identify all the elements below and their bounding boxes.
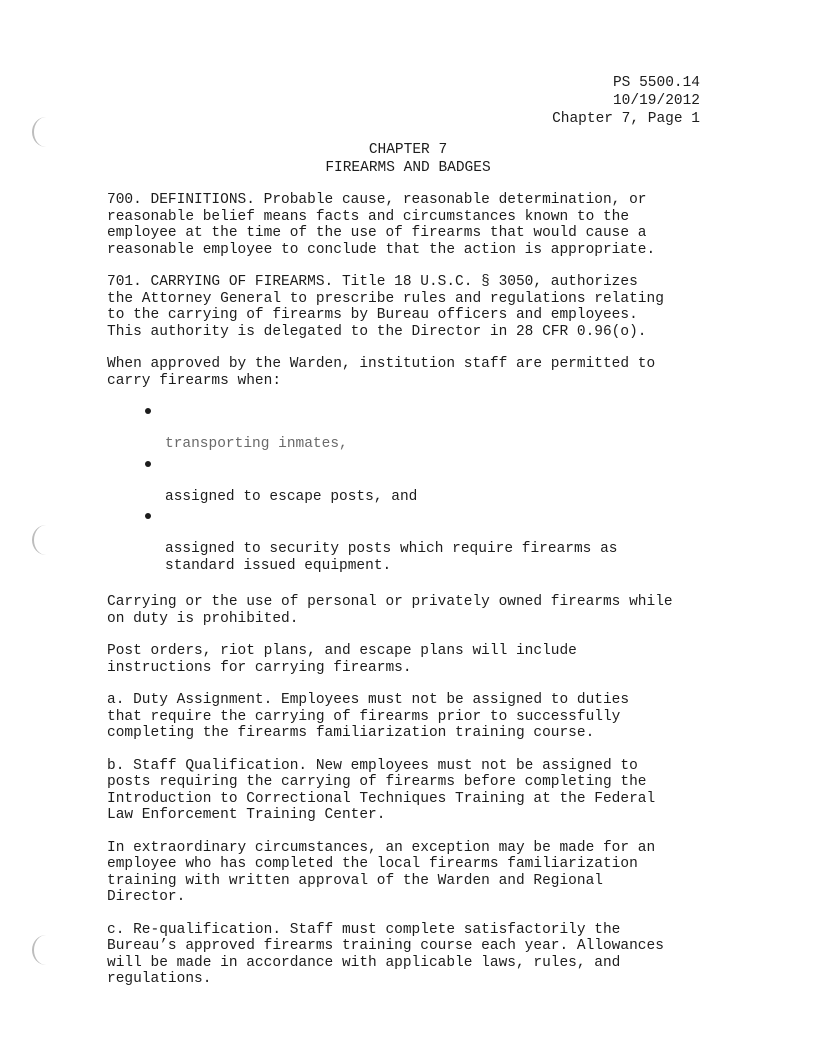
post-orders-paragraph: Post orders, riot plans, and escape plans will include instructions for carrying firearms. xyxy=(107,643,577,676)
chapter-heading xyxy=(0,141,816,177)
policy-number: PS 5500.14 xyxy=(612,75,700,91)
list-item xyxy=(165,456,707,506)
bullet-icon xyxy=(145,408,151,414)
chapter-number: CHAPTER 7 xyxy=(368,142,448,158)
page-reference: Chapter 7, Page 1 xyxy=(552,111,700,127)
subsection-b-staff-qualification: b. Staff Qualification. New employees must not be assigned to posts requiring the carrying of firearms before completing the Introduction to Correctional Techniques Training at the Federal Law Enforcement Training Center. xyxy=(107,757,656,823)
extraordinary-circumstances-paragraph: In extraordinary circumstances, an exception may be made for an employee who has completed the local firearms familiarization training with written approval of the Warden and Regional Director. xyxy=(107,839,656,905)
section-700-definitions: 700. DEFINITIONS. Probable cause, reasonable determination, or reasonable belief means facts and circumstances known to the employee at the time of the use of firearms that would cause a reasonable employee to conclude that the action is appropriate. xyxy=(107,192,656,258)
policy-date: 10/19/2012 xyxy=(612,93,700,109)
page-header xyxy=(552,74,700,128)
punch-hole-mark xyxy=(32,935,60,965)
list-item-text: transporting inmates, xyxy=(165,436,348,452)
permitted-conditions-list xyxy=(107,403,707,574)
section-701-carrying-firearms: 701. CARRYING OF FIREARMS. Title 18 U.S.C. § 3050, authorizes the Attorney General to prescribe rules and regulations relating to the carrying of firearms by Bureau officers and employees. This authority is delegated to the Director in 28 CFR 0.96(o). xyxy=(107,274,664,340)
punch-hole-mark xyxy=(32,525,60,555)
document-body xyxy=(107,192,707,1004)
subsection-c-requalification: c. Re-qualification. Staff must complete satisfactorily the Bureau’s approved firearms training course each year. Allowances will be made in accordance with applicable laws, rules, and regulations. xyxy=(107,921,664,987)
list-item-text: assigned to security posts which require firearms as standard issued equipment. xyxy=(165,541,618,574)
subsection-a-duty-assignment: a. Duty Assignment. Employees must not be assigned to duties that require the carrying of firearms prior to successfully completing the firearms familiarization training course. xyxy=(107,692,630,741)
bullet-icon xyxy=(145,461,151,467)
list-item-text: assigned to escape posts, and xyxy=(165,488,418,505)
personal-firearms-paragraph: Carrying or the use of personal or privately owned firearms while on duty is prohibited. xyxy=(107,594,673,627)
approval-paragraph: When approved by the Warden, institution staff are permitted to carry firearms when: xyxy=(107,356,656,389)
list-item xyxy=(165,403,707,453)
chapter-title: FIREARMS AND BADGES xyxy=(325,160,491,176)
list-item xyxy=(165,508,707,574)
bullet-icon xyxy=(145,513,151,519)
